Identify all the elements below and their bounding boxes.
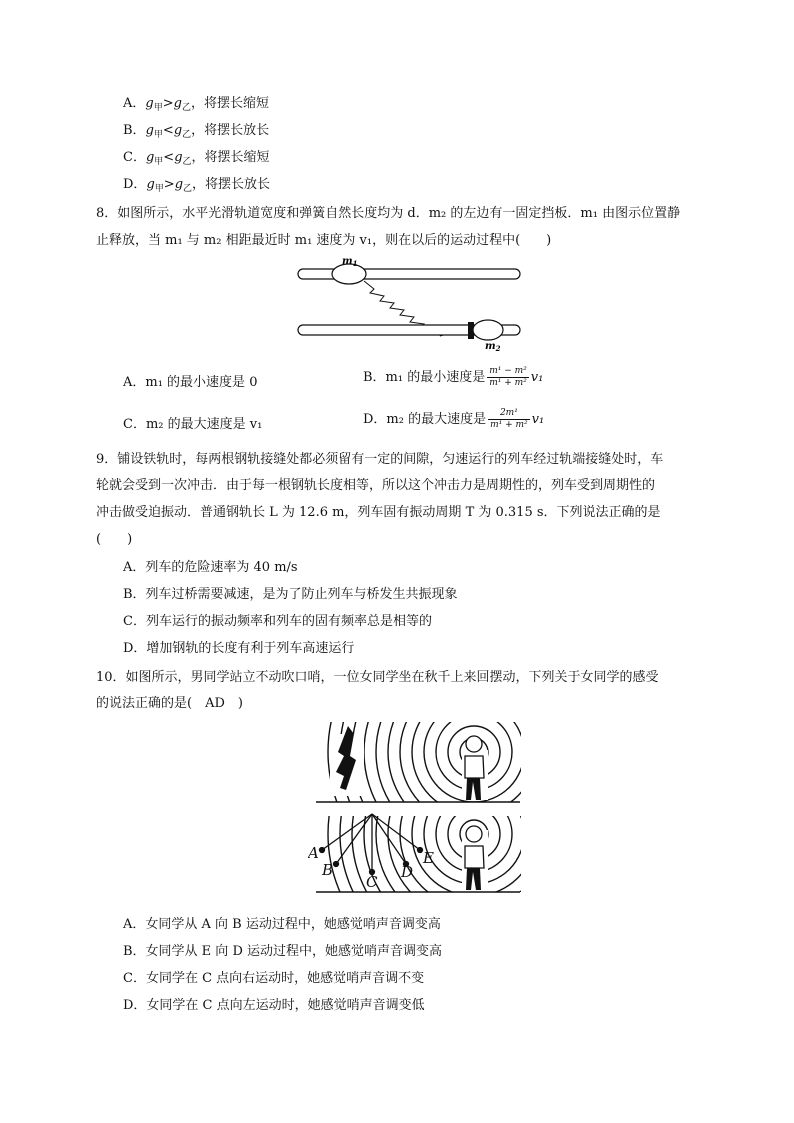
symbol-g: g xyxy=(145,123,154,138)
q10-figure xyxy=(308,722,523,900)
q9-option-c: C．列车运行的振动频率和列车的固有频率总是相等的 xyxy=(123,614,432,629)
q10-option-c: C．女同学在 C 点向右运动时，她感觉哨声音调不变 xyxy=(123,971,425,986)
q9-option-a: A．列车的危险速率为 40 m/s xyxy=(123,560,298,575)
symbol-g: g xyxy=(145,96,154,111)
q10-stem-line1: 10．如图所示，男同学站立不动吹口哨，一位女同学坐在秋千上来回摆动，下列关于女同学的感受 xyxy=(96,670,659,685)
subscript: 甲 xyxy=(153,103,163,113)
q8-option-b xyxy=(363,366,543,389)
q7-option-c xyxy=(123,149,270,171)
q8-option-a: A．m₁ 的最小速度是 0 xyxy=(123,375,258,390)
q9-stem-line3: 冲击做受迫振动．普通钢轨长 L 为 12.6 m，列车固有振动周期 T 为 0.315 s．下列说法正确的是 xyxy=(96,505,661,520)
q9-option-b: B．列车过桥需要减速，是为了防止列车与桥发生共振现象 xyxy=(123,587,458,602)
q10-option-a: A．女同学从 A 向 B 运动过程中，她感觉哨声音调变高 xyxy=(123,917,441,932)
subscript: 乙 xyxy=(181,103,191,113)
numerator: m¹ − m² xyxy=(489,366,527,376)
option-label: B． xyxy=(123,123,146,138)
q7-option-b xyxy=(123,122,269,144)
label-m1: $m_1$ xyxy=(342,256,358,268)
option-text: ，将摆长缩短 xyxy=(191,150,270,165)
label-e: E xyxy=(423,849,434,867)
symbol-g: g xyxy=(173,96,182,111)
fraction xyxy=(488,408,530,431)
symbol-g: g xyxy=(145,150,155,165)
subscript: 甲 xyxy=(153,130,163,140)
q10-stem-line2: 的说法正确的是( AD ) xyxy=(96,696,243,711)
q8-option-d xyxy=(363,408,544,431)
operator: > xyxy=(162,96,174,111)
q7-option-d xyxy=(123,176,270,198)
label-m2: $m_2$ xyxy=(485,341,501,353)
q10-option-d: D．女同学在 C 点向左运动时，她感觉哨声音调变低 xyxy=(123,998,425,1013)
operator: < xyxy=(163,150,175,165)
symbol-g: g xyxy=(146,177,155,192)
option-text: B．m₁ 的最小速度是 xyxy=(363,370,486,385)
q9-stem-line2: 轮就会受到一次冲击．由于每一根钢轨长度相等，所以这个冲击力是周期性的，列车受到周期性的 xyxy=(96,478,656,493)
subscript: 甲 xyxy=(154,157,164,167)
subscript: 甲 xyxy=(154,184,164,194)
option-label: A． xyxy=(123,96,146,111)
symbol-g: g xyxy=(174,150,183,165)
q10-option-b: B．女同学从 E 向 D 运动过程中，她感觉哨声音调变高 xyxy=(123,944,442,959)
q8-stem-line2: 止释放，当 m₁ 与 m₂ 相距最近时 m₁ 速度为 v₁，则在以后的运动过程中( ) xyxy=(96,233,552,248)
subscript: 乙 xyxy=(183,184,193,194)
girl-on-swing xyxy=(330,726,364,796)
option-text: D．m₂ 的最大速度是 xyxy=(363,412,487,427)
label-d: D xyxy=(401,863,414,881)
label-a: A xyxy=(308,844,319,862)
operator: > xyxy=(163,177,175,192)
velocity: v₁ xyxy=(530,370,544,385)
subscript: 乙 xyxy=(182,130,192,140)
velocity: v₁ xyxy=(531,412,545,427)
q9-option-d: D．增加钢轨的长度有利于列车高速运行 xyxy=(123,641,355,656)
symbol-g: g xyxy=(173,123,183,138)
operator: < xyxy=(162,123,174,138)
boy-figure xyxy=(462,826,488,890)
label-b: B xyxy=(322,861,334,879)
q8-option-c: C．m₂ 的最大速度是 v₁ xyxy=(123,417,263,432)
subscript: 乙 xyxy=(182,157,192,167)
ball-m2 xyxy=(473,320,503,340)
upper-track xyxy=(298,269,520,279)
fraction xyxy=(487,366,529,389)
ball-m1 xyxy=(332,264,366,284)
option-label: C． xyxy=(123,150,146,165)
option-text: ，将摆长放长 xyxy=(191,123,270,138)
option-text: ，将摆长放长 xyxy=(192,177,271,192)
symbol-g: g xyxy=(174,177,184,192)
top-panel xyxy=(316,722,523,898)
boy-figure xyxy=(462,736,488,800)
q7-option-a xyxy=(123,95,269,117)
option-label: D． xyxy=(123,177,147,192)
denominator: m¹ + m² xyxy=(489,378,527,388)
denominator: m¹ + m² xyxy=(490,420,528,430)
option-text: ，将摆长缩短 xyxy=(190,96,269,111)
q8-stem-line1: 8．如图所示，水平光滑轨道宽度和弹簧自然长度均为 d．m₂ 的左边有一固定挡板．m₁ 由图示位置静 xyxy=(96,206,681,221)
q8-figure xyxy=(290,255,535,355)
q9-stem-line4: ( ) xyxy=(96,532,133,547)
q9-stem-line1: 9．铺设铁轨时，每两根钢轨接缝处都必须留有一定的间隙，匀速运行的列车经过轨端接缝处时，车 xyxy=(96,452,664,467)
label-c: C xyxy=(366,873,378,891)
numerator: 2m¹ xyxy=(488,408,530,420)
